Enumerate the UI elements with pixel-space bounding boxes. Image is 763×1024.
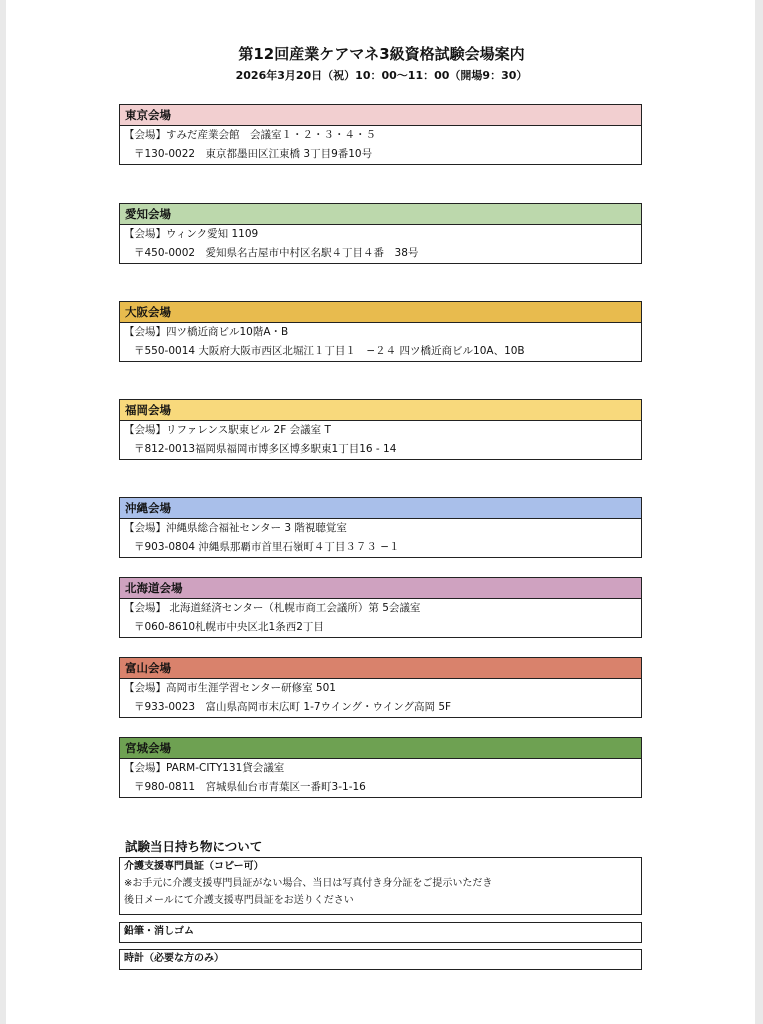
item-pencil-eraser — [119, 922, 642, 943]
venue-location: 【会場】四ツ橋近商ビル10階A・B — [124, 326, 289, 338]
venue-header: 沖縄会場 — [120, 498, 641, 519]
item-watch — [119, 949, 642, 970]
item-note: ※お手元に介護支援専門員証がない場合、当日は写真付き身分証をご提示いただき — [124, 878, 493, 889]
items-section-title: 試験当日持ち物について — [125, 839, 263, 854]
venue-okinawa — [119, 497, 642, 558]
item-name: 時計（必要な方のみ） — [124, 953, 224, 964]
item-care-manager-card — [119, 857, 642, 915]
venue-location: 【会場】リファレンス駅東ビル 2F 会議室 T — [124, 424, 331, 436]
venue-location: 【会場】沖縄県総合福祉センター 3 階視聴覚室 — [124, 522, 347, 534]
venue-address: 〒130‐0022 東京都墨田区江東橋 3丁目9番10号 — [134, 148, 373, 160]
venue-toyama — [119, 657, 642, 718]
venue-header: 北海道会場 — [120, 578, 641, 599]
venue-address: 〒903-0804 沖縄県那覇市首里石嶺町４丁目３７３ −１ — [134, 541, 400, 553]
item-name: 介護支援専門員証（コピー可） — [124, 861, 264, 872]
venue-tokyo — [119, 104, 642, 165]
venue-header: 宮城会場 — [120, 738, 641, 759]
venue-address: 〒812-0013福岡県福岡市博多区博多駅東1丁目16 - 14 — [134, 443, 397, 455]
venue-header: 福岡会場 — [120, 400, 641, 421]
venue-location: 【会場】すみだ産業会館 会議室１・２・３・４・５ — [124, 129, 376, 141]
exam-date: 2026年3月20日（祝）10：00〜11：00（開場9：30） — [235, 69, 528, 82]
venue-header: 富山会場 — [120, 658, 641, 679]
page-title: 第12回産業ケアマネ3級資格試験会場案内 — [238, 45, 525, 63]
venue-address: 〒980-0811 宮城県仙台市青葉区一番町3-1-16 — [134, 781, 366, 793]
item-note: 後日メールにて介護支援専門員証をお送りください — [124, 895, 354, 906]
venue-location: 【会場】 北海道経済センター（札幌市商工会議所）第 5会議室 — [124, 602, 421, 614]
venue-header: 大阪会場 — [120, 302, 641, 323]
venue-location: 【会場】ウィンク愛知 1109 — [124, 228, 259, 240]
venue-fukuoka — [119, 399, 642, 460]
venue-location: 【会場】PARM-CITY131貸会議室 — [124, 762, 285, 774]
venue-aichi — [119, 203, 642, 264]
venue-header: 愛知会場 — [120, 204, 641, 225]
venue-osaka — [119, 301, 642, 362]
venue-address: 〒060-8610札幌市中央区北1条西2丁目 — [134, 621, 324, 633]
venue-hokkaido — [119, 577, 642, 638]
venue-miyagi — [119, 737, 642, 798]
venue-header: 東京会場 — [120, 105, 641, 126]
item-name: 鉛筆・消しゴム — [124, 926, 194, 937]
venue-location: 【会場】高岡市生涯学習センター研修室 501 — [124, 682, 336, 694]
venue-address: 〒933-0023 富山県高岡市末広町 1-7ウイング・ウイング高岡 5F — [134, 701, 452, 713]
venue-address: 〒550-0014 大阪府大阪市西区北堀江１丁目１ −２４ 四ツ橋近商ビル10A、10B — [134, 345, 525, 357]
venue-address: 〒450-0002 愛知県名古屋市中村区名駅４丁目４番 38号 — [134, 247, 419, 259]
